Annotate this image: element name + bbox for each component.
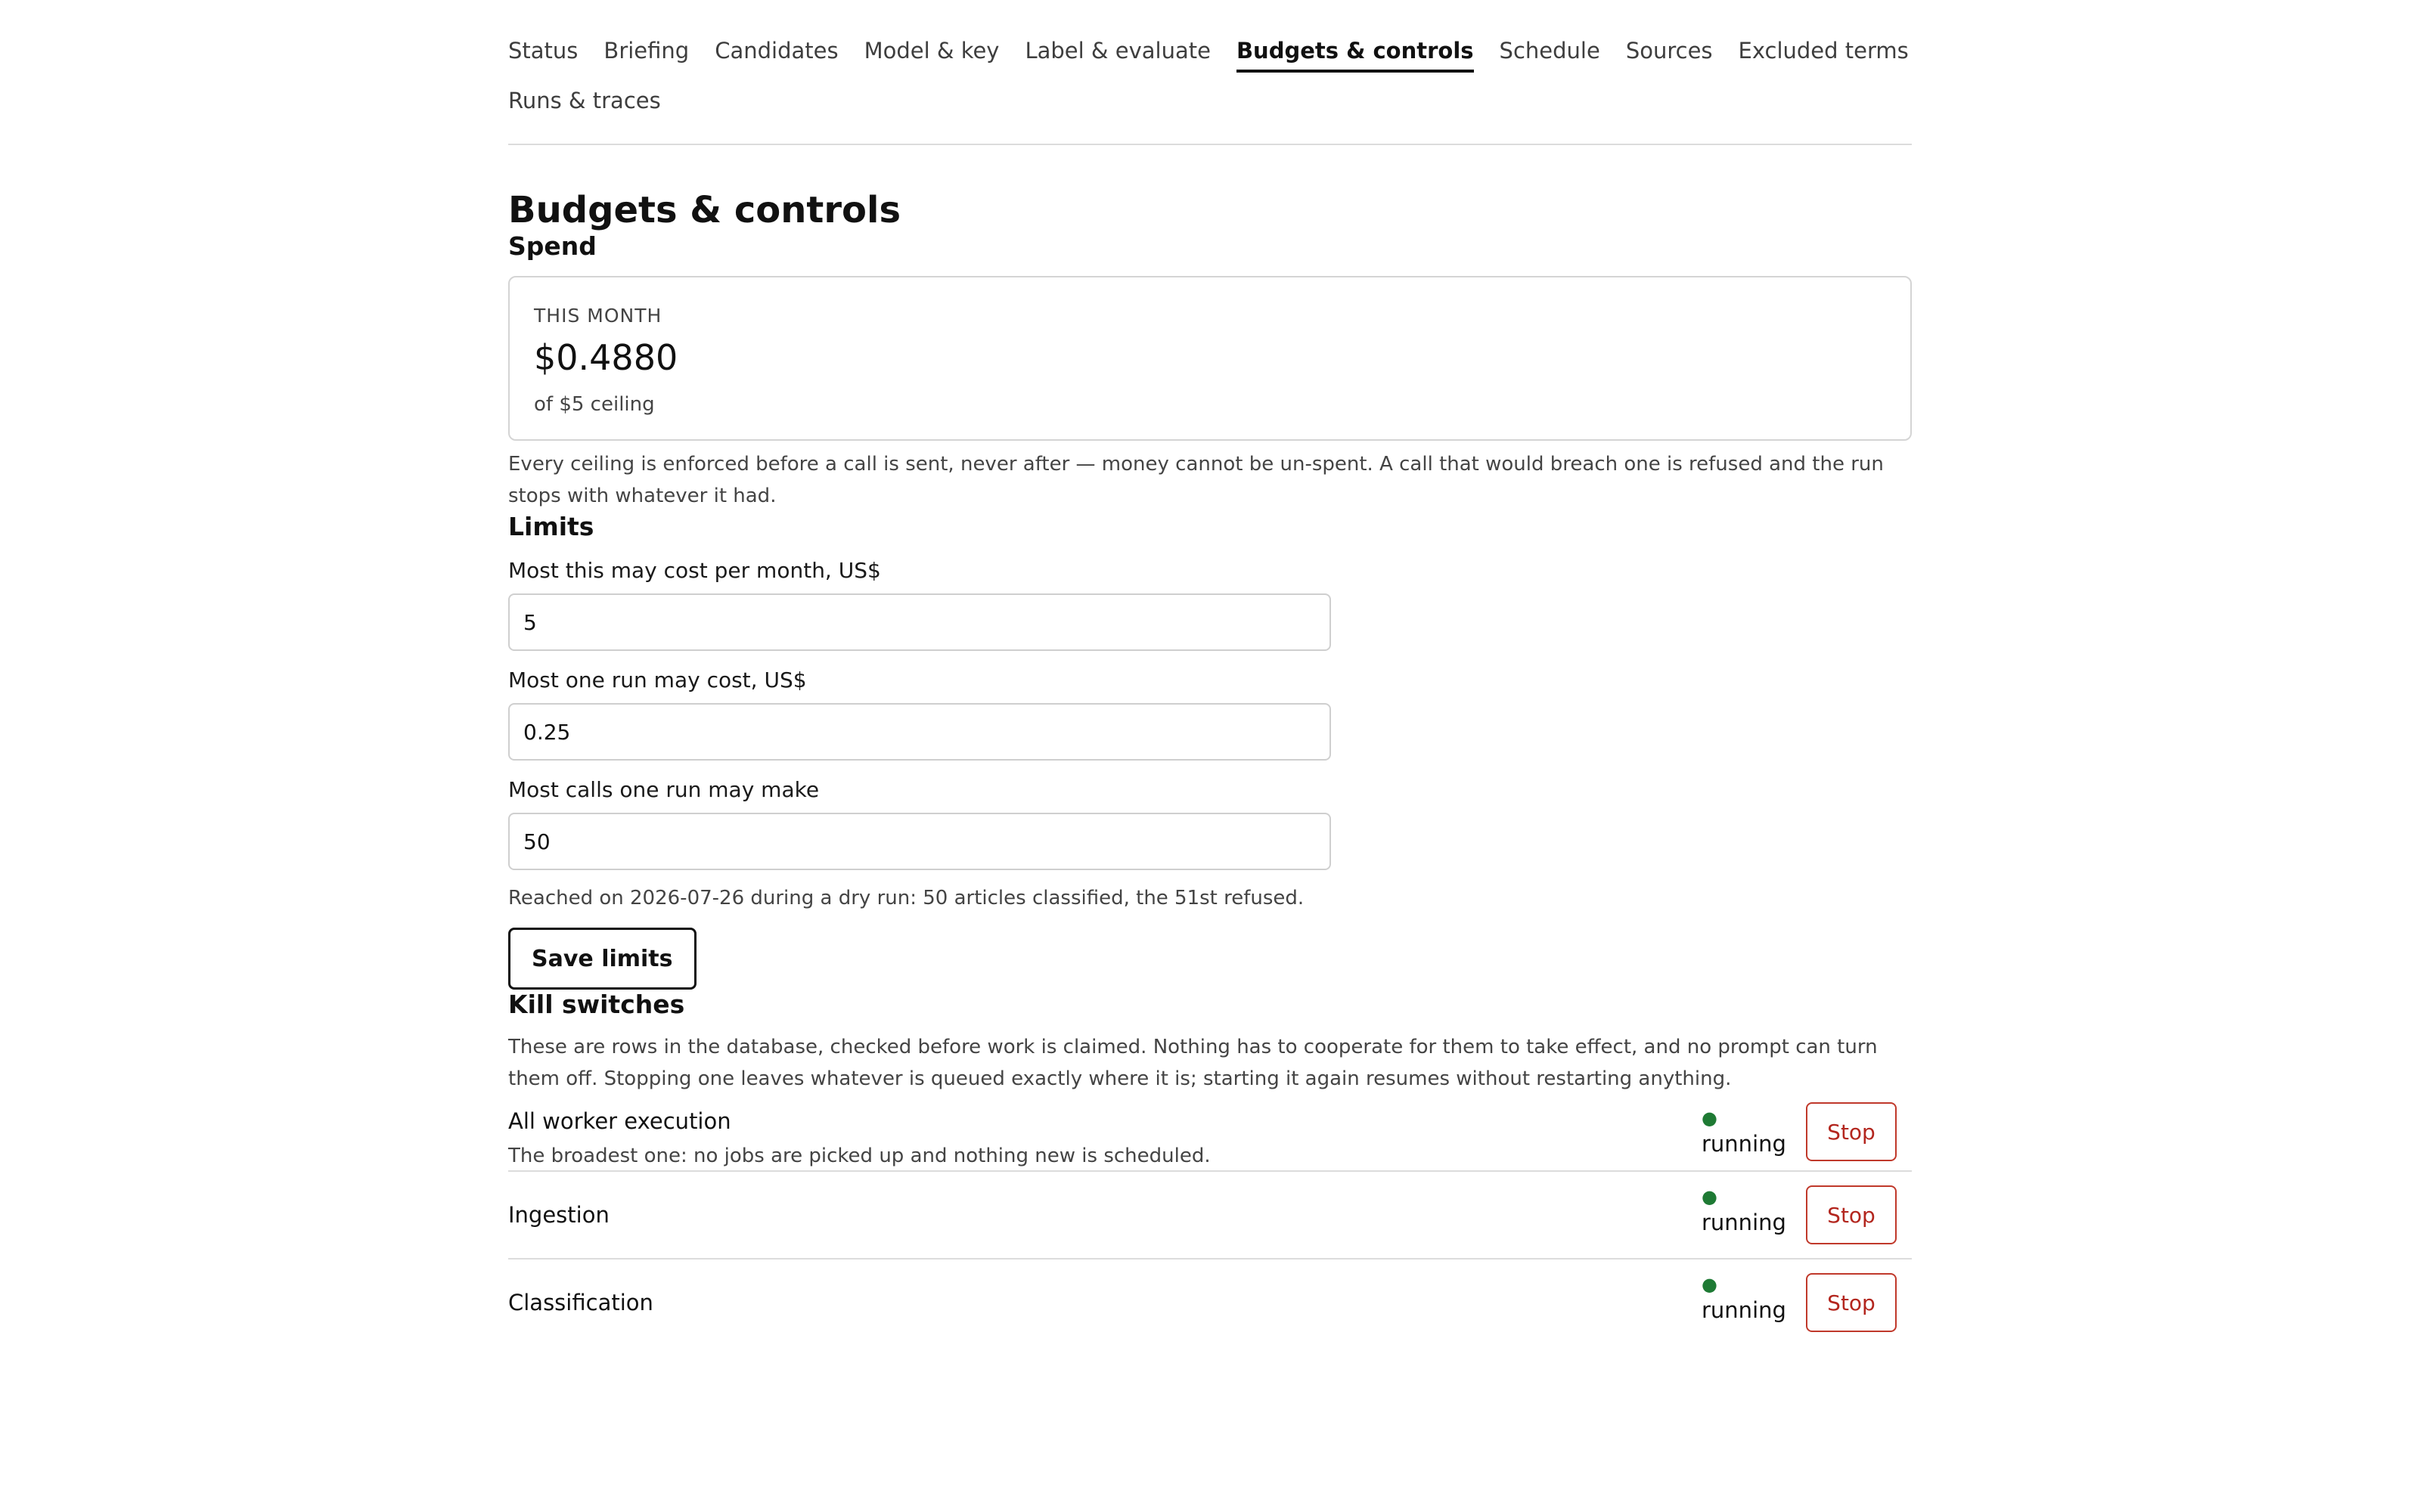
- kill-switch-status: [1702, 1187, 1785, 1235]
- tab-briefing[interactable]: Briefing: [603, 38, 690, 64]
- tab-candidates[interactable]: Candidates: [715, 38, 839, 64]
- spend-amount: $0.4880: [534, 337, 678, 378]
- status-text: running: [1702, 1131, 1786, 1157]
- kill-switch-name: Classification: [508, 1290, 653, 1315]
- save-limits-button[interactable]: Save limits: [508, 928, 697, 990]
- spend-note: Every ceiling is enforced before a call is sent, never after — money cannot be un-spent. A call that would breach one is refused and the run stops with whatever it had.: [508, 453, 1884, 507]
- status-dot-icon: ●: [1702, 1108, 1717, 1129]
- tab-label-evaluate[interactable]: Label & evaluate: [1025, 38, 1211, 64]
- status-dot-icon: ●: [1702, 1186, 1717, 1207]
- kill-switch-row: [508, 1172, 1912, 1259]
- page: [508, 0, 1912, 1347]
- kill-switches-heading: Kill switches: [508, 990, 685, 1019]
- tab-schedule[interactable]: Schedule: [1499, 38, 1600, 64]
- limits-heading: Limits: [508, 512, 594, 541]
- kill-switch-name: All worker execution: [508, 1108, 731, 1134]
- kill-switch-name: Ingestion: [508, 1202, 610, 1228]
- kill-switch-status: [1702, 1275, 1785, 1323]
- run-limit-input[interactable]: [508, 703, 1331, 761]
- page-title: Budgets & controls: [508, 189, 901, 231]
- spend-ceiling-text: of $5 ceiling: [534, 393, 655, 416]
- spend-period-label: THIS MONTH: [534, 305, 662, 327]
- run-limit-label: Most one run may cost, US$: [508, 668, 807, 692]
- stop-button[interactable]: Stop: [1806, 1273, 1897, 1332]
- stop-button[interactable]: Stop: [1806, 1102, 1897, 1161]
- kill-switch-row: [508, 1259, 1912, 1347]
- spend-card: [508, 276, 1912, 441]
- monthly-limit-input[interactable]: [508, 593, 1331, 651]
- calls-limit-field: [508, 777, 1912, 870]
- monthly-limit-field: [508, 558, 1912, 651]
- tab-model-key[interactable]: Model & key: [864, 38, 1000, 64]
- status-dot-icon: ●: [1702, 1274, 1717, 1295]
- spend-heading: Spend: [508, 231, 597, 261]
- stop-button[interactable]: Stop: [1806, 1185, 1897, 1244]
- run-limit-field: [508, 668, 1912, 761]
- kill-switch-description: The broadest one: no jobs are picked up and nothing new is scheduled.: [508, 1145, 1211, 1167]
- kill-switch-status: [1702, 1108, 1785, 1157]
- kill-switches-intro: These are rows in the database, checked before work is claimed. Nothing has to cooperate for them to take effect, and no prompt can turn them off. Stopping one leaves whatever is queued exactly where it is; starting it again resumes without restarting anything.: [508, 1036, 1878, 1090]
- calls-limit-label: Most calls one run may make: [508, 777, 820, 802]
- tab-budgets-controls[interactable]: Budgets & controls: [1236, 38, 1474, 73]
- calls-limit-input[interactable]: [508, 813, 1331, 870]
- tab-runs-traces[interactable]: Runs & traces: [508, 88, 661, 113]
- tab-sources[interactable]: Sources: [1625, 38, 1713, 64]
- tab-excluded-terms[interactable]: Excluded terms: [1738, 38, 1909, 64]
- status-text: running: [1702, 1297, 1786, 1323]
- kill-switch-row: [508, 1095, 1912, 1172]
- status-text: running: [1702, 1210, 1786, 1235]
- monthly-limit-label: Most this may cost per month, US$: [508, 558, 881, 583]
- tab-bar: [508, 38, 1912, 145]
- tab-status[interactable]: Status: [508, 38, 579, 64]
- limits-note: Reached on 2026-07-26 during a dry run: 50 articles classified, the 51st refused.: [508, 887, 1305, 909]
